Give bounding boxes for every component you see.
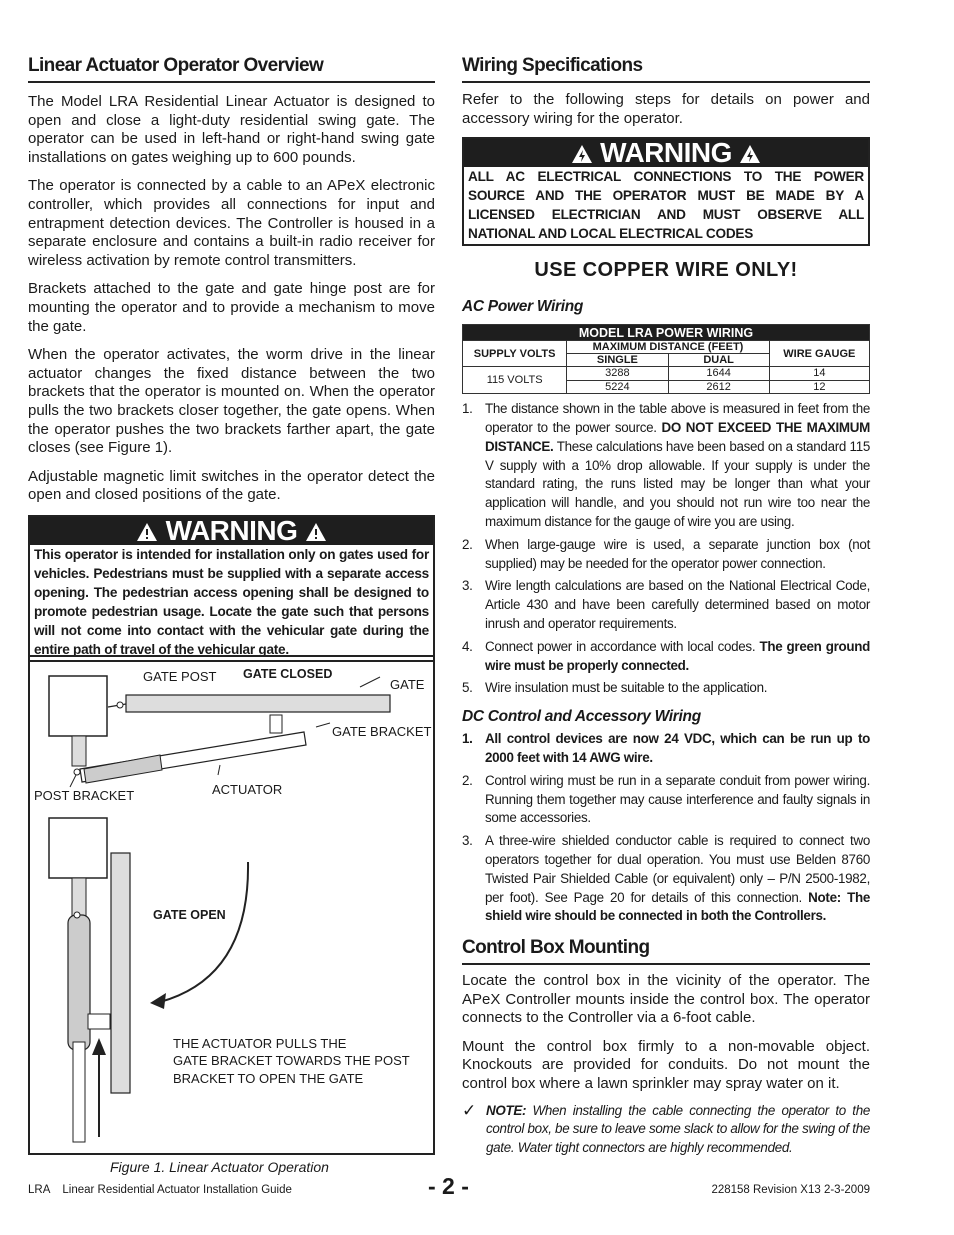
overview-paragraph-3: Brackets attached to the gate and gate hinge post are for mounting the operator and to provide a mechanism to move the gate. [28,280,435,335]
list-number: 2. [462,772,473,788]
figure-description-line-1: THE ACTUATOR PULLS THE [173,1036,347,1051]
ac-power-heading: AC Power Wiring [462,298,584,316]
cell-single: 3288 [567,367,668,381]
control-box-paragraph-1: Locate the control box in the vicinity of the operator. The APeX Controller mounts inside the control box. The operator connects to the Controller via a 6-foot cable. [462,972,870,1027]
table-title: MODEL LRA POWER WIRING [463,325,870,341]
label-gate: GATE [390,677,425,692]
figure-caption: Figure 1. Linear Actuator Operation [110,1159,329,1175]
note-text: These calculations have been based on a standard 115 V supply with a 10% drop allowable. If your supply is under the standard rating, the runs listed may be longer than what your application will handle, and you should not run wire too near the maximum distance for the gauge of wire you are using. [485,438,870,529]
note-text: Wire insulation must be suitable to the application. [485,680,768,696]
note-bold-text: Note: The shield wire should be connected in both the Controllers. [485,889,870,924]
list-number: 3. [462,833,473,849]
footer-model: LRA [28,1184,51,1196]
overview-paragraph-4: When the operator activates, the worm drive in the linear actuator changes the fixed distance between the two brackets that the operator is mounted on. When the operator pulls the two brackets closer together, the gate opens. When the operator pushes the two brackets farther apart, the gate closes (see Figure 1). [28,346,435,457]
dc-wiring-heading: DC Control and Accessory Wiring [462,708,701,726]
list-item [462,679,870,698]
note-text: Wire length calculations are based on the National Electrical Code, Article 430 and have been carefully determined based on motor inrush and operator requirements. [485,578,870,631]
right-column [462,52,870,1158]
power-wiring-table [462,324,870,394]
warning-triangle-icon [136,522,158,542]
list-number: 2. [462,536,473,552]
pedestrian-warning-box [28,515,435,662]
note-text: A three-wire shielded conductor cable is required to connect two operators together for dual operation. You must use Belden 8760 Twisted Pair Shielded Cable (or equivalent) only – P/N 2500-1982, per foot). See Page 20 for details of this connection. [485,833,870,905]
col-dual: DUAL [668,354,769,367]
list-number: 4. [462,638,473,654]
label-post-bracket: POST BRACKET [34,788,135,803]
overview-heading: Linear Actuator Operator Overview [28,52,435,83]
control-box-paragraph-2: Mount the control box firmly to a non-movable object. Knockouts are provided for conduits. Do not mount the control box where a lawn sprinkler may spray water on it. [462,1037,870,1093]
list-number: 1. [462,401,473,417]
copper-wire-notice: USE COPPER WIRE ONLY! [534,259,798,282]
warning-title: WARNING [165,514,298,546]
label-gate-open: GATE OPEN [153,908,226,922]
actuator-figure [28,655,435,1155]
left-column [28,52,435,662]
label-gate-bracket: GATE BRACKET [332,724,432,739]
page-number: - 2 - [428,1173,469,1199]
warning-text: ALL AC ELECTRICAL CONNECTIONS TO THE POWER SOURCE AND THE OPERATOR MUST BE MADE BY A LICENSED ELECTRICIAN AND MUST OBSERVE ALL NATIONAL AND LOCAL ELECTRICAL CODES [468,169,864,242]
list-item [462,536,870,574]
figure-description-line-2: GATE BRACKET TOWARDS THE POST [173,1053,410,1068]
list-item [462,577,870,633]
cell-dual: 1644 [668,367,769,381]
note-label: NOTE: [486,1102,527,1118]
note-bold-text: The green ground wire must be properly connected. [485,638,870,673]
list-item [462,730,870,768]
dc-notes-list [462,730,870,926]
cell-gauge: 12 [769,380,869,394]
note-text: The distance shown in the table above is measured in feet from the operator to the power source. [485,401,870,435]
electric-hazard-icon [571,144,593,164]
wiring-intro: Refer to the following steps for details on power and accessory wiring for the operator. [462,91,870,127]
list-number: 3. [462,578,473,594]
figure-description-line-3: BRACKET TO OPEN THE GATE [173,1071,364,1086]
wiring-heading: Wiring Specifications [462,52,870,83]
cell-dual: 2612 [668,380,769,394]
list-number: 5. [462,680,473,696]
note-text: Connect power in accordance with local codes. [485,638,760,654]
overview-paragraph-5: Adjustable magnetic limit switches in the operator detect the open and closed positions of the gate. [28,467,435,504]
col-wire-gauge: WIRE GAUGE [769,341,869,367]
label-gate-post: GATE POST [143,669,217,684]
electric-hazard-icon [739,144,761,164]
list-item [462,638,870,676]
note-text: Control wiring must be run in a separate conduit from power wiring. Running them together may cause interference and faulty signals in some accessories. [485,772,870,826]
label-gate-closed: GATE CLOSED [243,667,333,681]
checkmark-icon: ✓ [462,1100,476,1120]
footer-guide-title: Linear Residential Actuator Installation Guide [62,1184,292,1196]
warning-header [464,139,868,167]
warning-title: WARNING [600,137,732,169]
col-single: SINGLE [567,354,668,367]
table-row [463,367,870,381]
footer-revision: 228158 Revision X13 2-3-2009 [711,1184,870,1196]
warning-triangle-icon [305,522,327,542]
list-item [462,400,870,532]
footer-left [28,1184,304,1196]
note-bold-text: DO NOT EXCEED THE MAXIMUM DISTANCE. [485,419,870,454]
overview-paragraph-2: The operator is connected by a cable to an APeX electronic controller, which provides all connections for input and entrapment detection devices. The Controller is housed in a separate enclosure and contains a built-in radio receiver for wireless activation by remote control transmitters. [28,177,435,269]
ac-notes-list [462,400,870,698]
list-item [462,832,870,926]
control-box-heading: Control Box Mounting [462,934,870,965]
cell-supply: 115 VOLTS [463,367,567,394]
electrical-warning-box [462,137,870,246]
col-max-distance: MAXIMUM DISTANCE (FEET) [567,341,769,354]
list-number: 1. [462,731,473,747]
warning-text: This operator is intended for installation only on gates used for vehicles. Pedestrians must be supplied with a separate access opening. The pedestrian access opening shall be designed to promote pedestrian usage. Locate the gate such that persons will not come into contact with the vehicular gate during the entire path of travel of the vehicular gate. [34,546,429,657]
warning-header [30,514,433,546]
install-note [462,1102,870,1158]
note-text: When large-gauge wire is used, a separate junction box (not supplied) may be needed for the operator power connection. [485,536,870,571]
overview-paragraph-1: The Model LRA Residential Linear Actuator is designed to open and close a light-duty residential swing gate. The operator can be used in left-hand or right-hand swing gate installations on gates weighing up to 600 pounds. [28,93,435,166]
list-item [462,772,870,828]
col-supply-volts: SUPPLY VOLTS [463,341,567,367]
cell-gauge: 14 [769,367,869,381]
cell-single: 5224 [567,380,668,394]
label-actuator: ACTUATOR [212,782,283,797]
note-bold-text: All control devices are now 24 VDC, which can be run up to 2000 feet with 14 AWG wire. [485,731,870,765]
note-text: When installing the cable connecting the operator to the control box, be sure to leave some slack to allow for the swing of the gate. Water tight connectors are highly recommended. [486,1102,870,1156]
